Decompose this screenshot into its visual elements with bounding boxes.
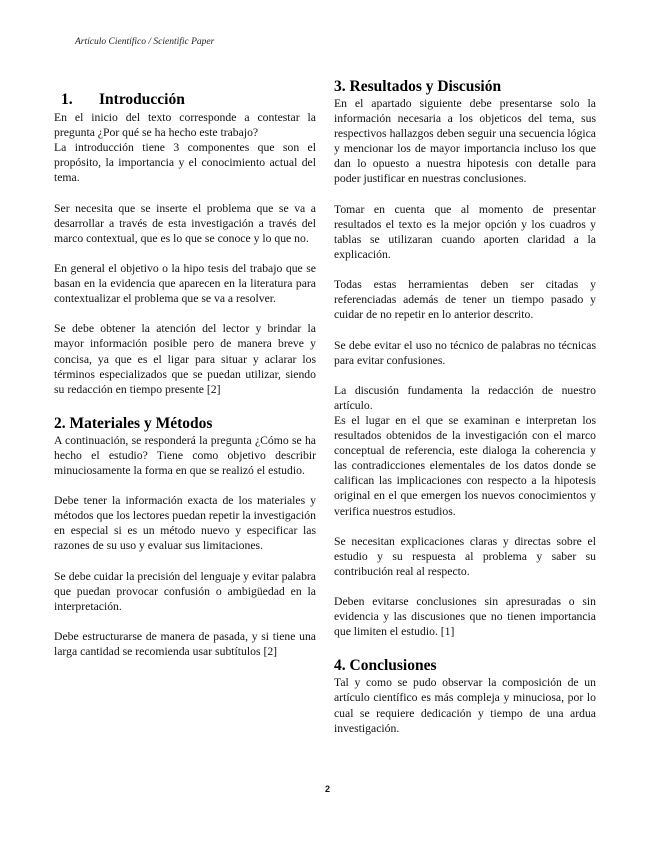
paragraph: En general el objetivo o la hipo tesis del trabajo que se basan en la evidencia que aparecen en la literatura para contextualizar el problema que se va a resolver. [54,261,316,306]
paragraph: Se necesitan explicaciones claras y directas sobre el estudio y su respuesta al problema y saber su contribución real al respecto. [334,534,596,578]
paragraph: Se debe evitar el uso no técnico de palabras no técnicas para evitar confusiones. [334,338,596,367]
running-header: Artículo Científico / Scientific Paper [75,37,215,47]
section-heading-introduccion [54,91,316,109]
section-number: 1. [61,91,73,108]
section-heading-conclusiones: 4. Conclusiones [334,657,437,675]
paragraph: Ser necesita que se inserte el problema que se va a desarrollar a través de esta investigación a través del marco contextual, que es lo que se conoce y lo que no. [54,201,316,245]
paragraph: La discusión fundamenta la redacción de nuestro artículo. [334,383,596,412]
page-number: 2 [324,784,330,794]
section-heading-resultados: 3. Resultados y Discusión [334,78,502,95]
paragraph: A continuación, se responderá la pregunta ¿Cómo se ha hecho el estudio? Tiene como objetivo describir minuciosamente la forma en que se realizó el estudio. [54,433,316,477]
right-column [334,78,596,736]
paragraph: La introducción tiene 3 componentes que son el propósito, la importancia y el conocimiento actual del tema. [54,141,316,185]
paragraph: Se debe obtener la atención del lector y brindar la mayor información posible pero de manera breve y concisa, ya que es el ligar para situar y aclarar los términos especializados que se puedan utilizar, siendo su redacción en tiempo presente [2] [54,322,316,396]
paragraph: Tal y como se pudo observar la composición de un artículo científico es más compleja y minuciosa, por lo cual se requiere dedicación y tiempo de una ardua investigación. [334,676,596,735]
paragraph: En el apartado siguiente debe presentarse solo la información necesaria a los objeticos del tema, sus respectivos hallazgos deben seguir una secuencia lógica y mencionar los de mayor importancia incluso los que dan lo opuesto a nuestra hipotesis con detalle para poder justificar en nuestras conclusiones. [334,97,596,186]
section-title: Introducción [99,91,185,108]
paragraph: Es el lugar en el que se examinan e interpretan los resultados obtenidos de la investigación con el marco conceptual de referencia, este dialoga la coherencia y las contradicciones elementales de los datos donde se califican las implicaciones con respecto a la hipotesis original en el que emergen los nuevos conocimientos y verifica nuestros estudios. [334,413,596,518]
paragraph: En el inicio del texto corresponde a contestar la pregunta ¿Por qué se ha hecho este trabajo? [54,111,316,140]
section-heading-materiales: 2. Materiales y Métodos [54,414,213,432]
paragraph: Tomar en cuenta que al momento de presentar resultados el texto es la mejor opción y los cuadros y tablas se utilizaran cuando aporten claridad a la explicación. [334,202,596,261]
paragraph: Debe estructurarse de manera de pasada, y si tiene una larga cantidad se recomienda usar subtítulos [2] [54,630,316,659]
paragraph: Deben evitarse conclusiones sin apresuradas o sin evidencia y las discusiones que no tienen importancia que limiten el estudio. [1] [334,595,596,639]
paragraph: Debe tener la información exacta de los materiales y métodos que los lectores puedan repetir la investigación en especial si es un método nuevo y especificar las razones de su uso y evaluar sus limitaciones. [54,494,316,553]
paragraph: Se debe cuidar la precisión del lenguaje y evitar palabra que puedan provocar confusión o ambigüedad en la interpretación. [54,569,316,613]
left-column [54,91,316,659]
paragraph: Todas estas herramientas deben ser citadas y referenciadas además de tener un tiempo pasado y cuidar de no repetir en lo anterior descrito. [334,278,596,322]
